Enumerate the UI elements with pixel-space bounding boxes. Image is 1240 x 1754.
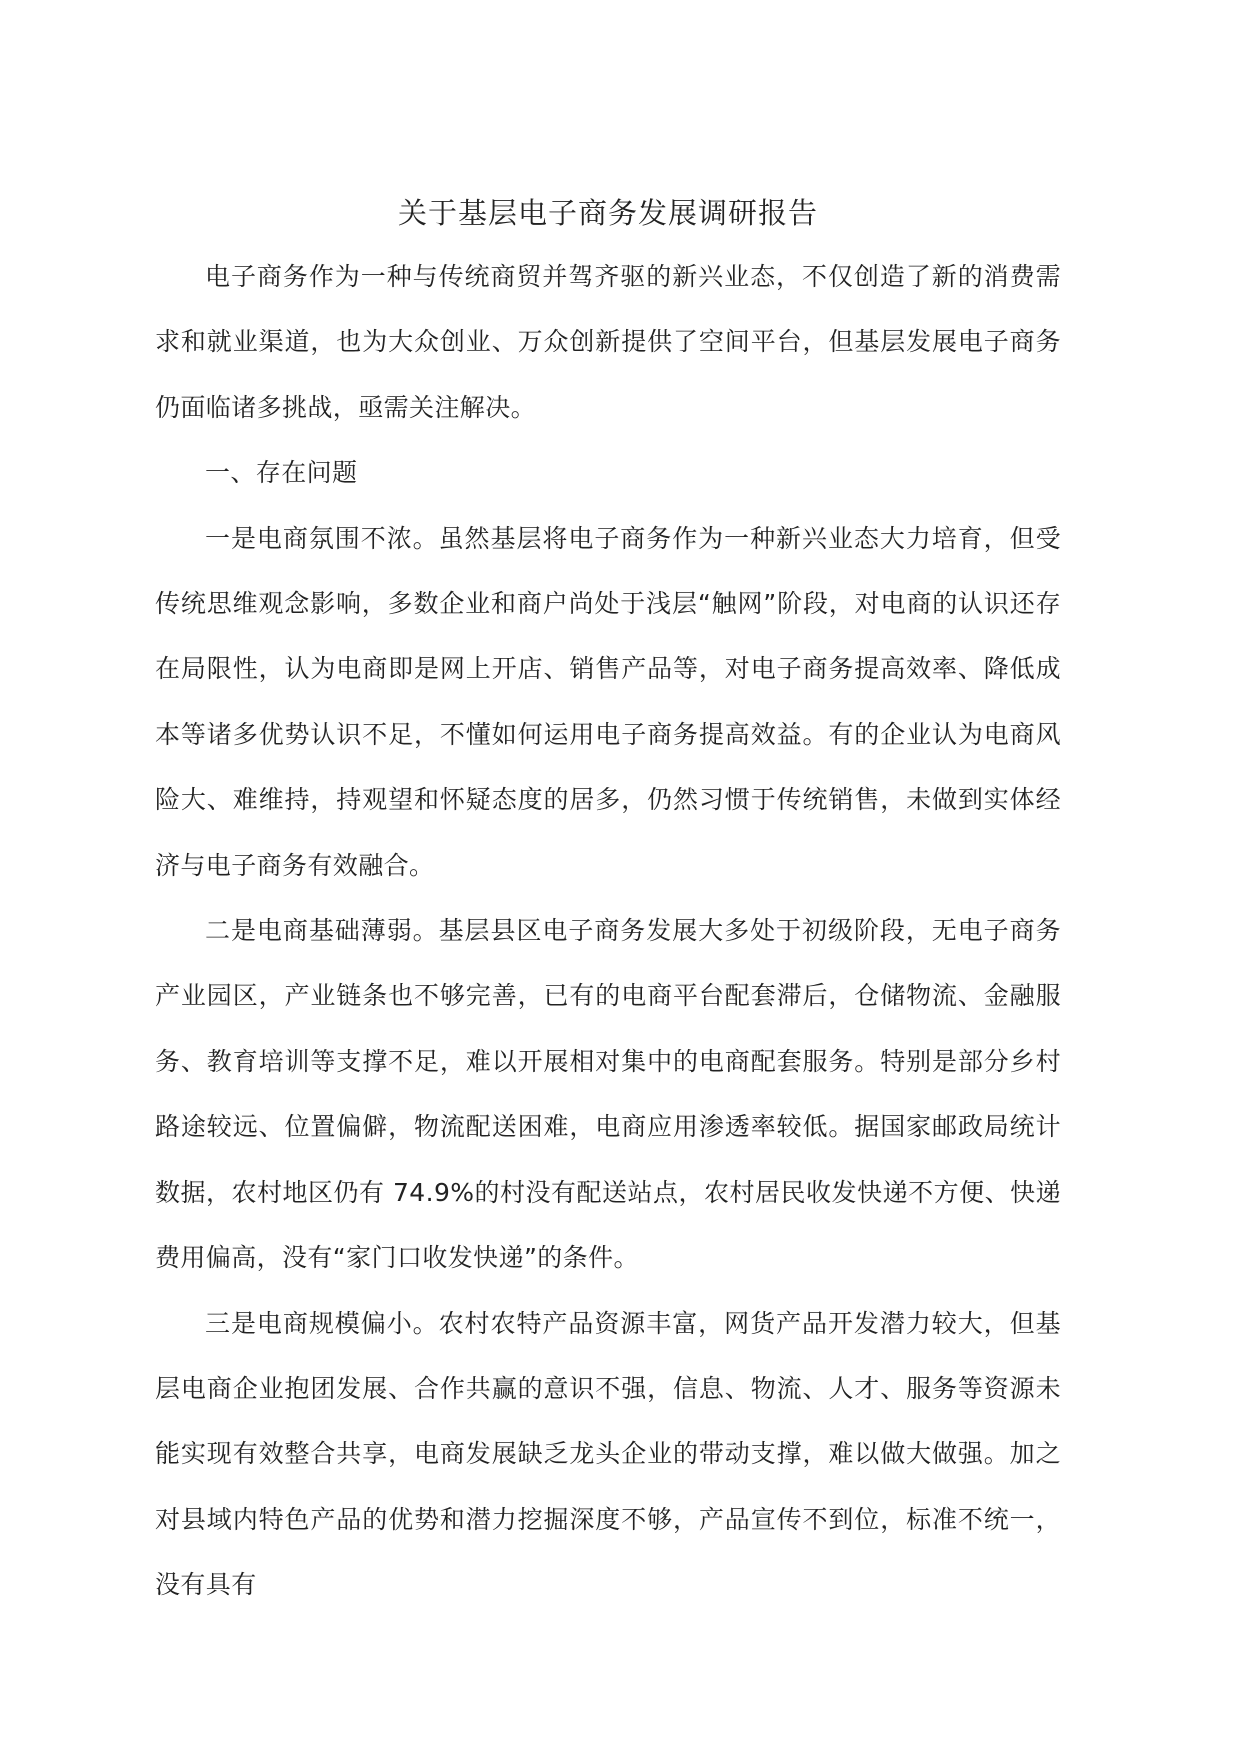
section-heading-problems: 一、存在问题 [205,458,358,488]
paragraph-problem-3: 三是电商规模偏小。农村农特产品资源丰富，网货产品开发潜力较大，但基层电商企业抱团发展、合作共赢的意识不强，信息、物流、人才、服务等资源未能实现有效整合共享，电商发展缺乏龙头企业的带动支撑，难以做大做强。加之对县域内特色产品的优势和潜力挖掘深度不够，产品宣传不到位，标准不统一，没有具有 [155,1308,1061,1600]
document-title: 关于基层电子商务发展调研报告 [397,196,818,230]
paragraph-problem-1: 一是电商氛围不浓。虽然基层将电子商务作为一种新兴业态大力培育，但受传统思维观念影响，多数企业和商户尚处于浅层“触网”阶段，对电商的认识还存在局限性，认为电商即是网上开店、销售产品等，对电子商务提高效率、降低成本等诸多优势认识不足，不懂如何运用电子商务提高效益。有的企业认为电商风险大、难维持，持观望和怀疑态度的居多，仍然习惯于传统销售，未做到实体经济与电子商务有效融合。 [155,523,1061,880]
paragraph-intro: 电子商务作为一种与传统商贸并驾齐驱的新兴业态，不仅创造了新的消费需求和就业渠道，也为大众创业、万众创新提供了空间平台，但基层发展电子商务仍面临诸多挑战，亟需关注解决。 [155,262,1061,422]
paragraph-problem-2: 二是电商基础薄弱。基层县区电子商务发展大多处于初级阶段，无电子商务产业园区，产业链条也不够完善，已有的电商平台配套滞后，仓储物流、金融服务、教育培训等支撑不足，难以开展相对集中的电商配套服务。特别是部分乡村路途较远、位置偏僻，物流配送困难，电商应用渗透率较低。据国家邮政局统计数据，农村地区仍有 74.9%的村没有配送站点，农村居民收发快递不方便、快递费用偏高，没有“家门口收发快递”的条件。 [155,916,1061,1273]
document-body [155,182,1061,1618]
